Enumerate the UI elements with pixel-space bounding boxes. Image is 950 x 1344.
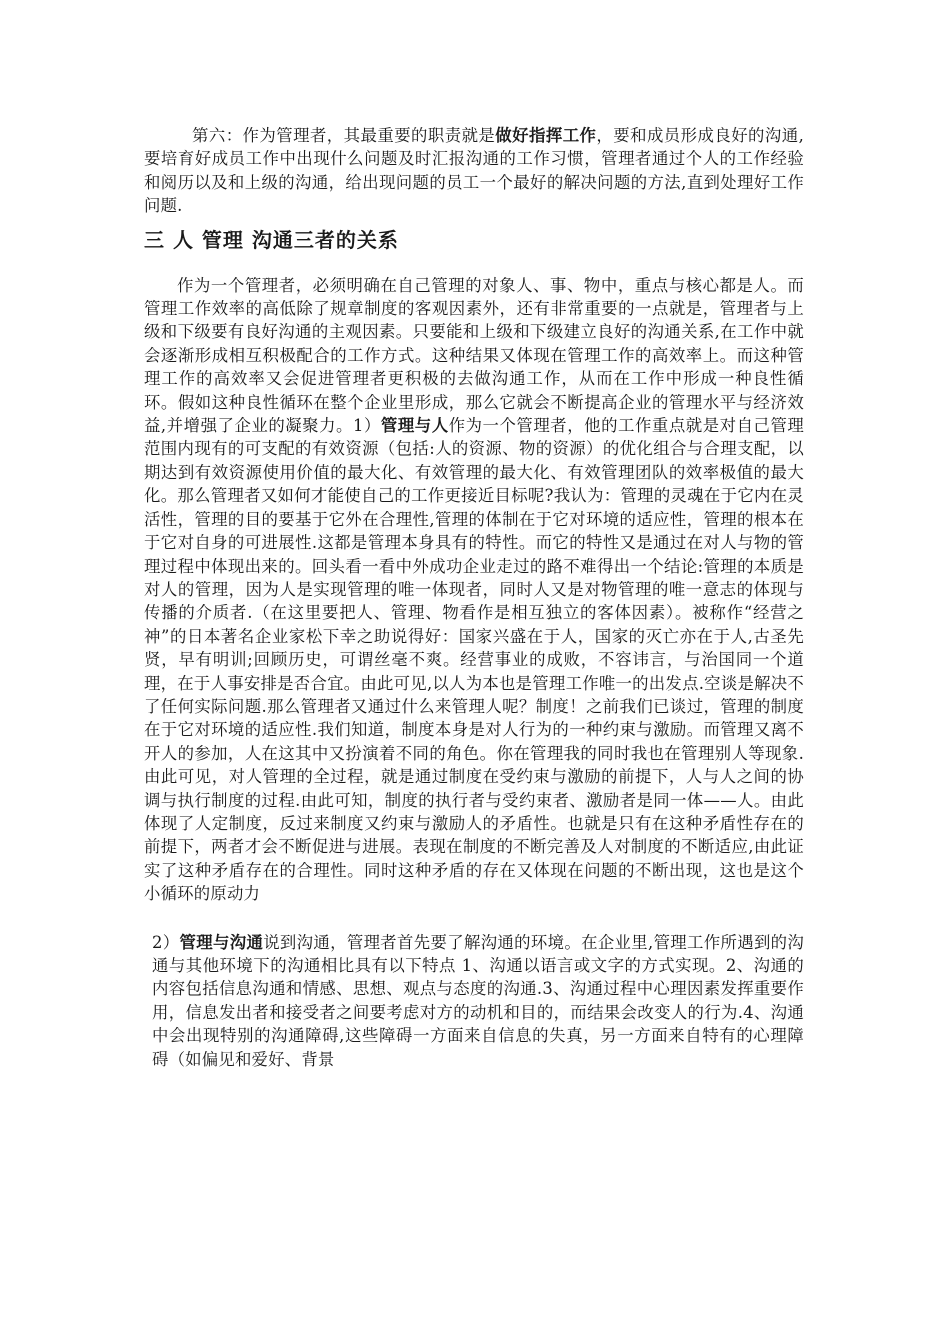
para3-text-after: 说到沟通，管理者首先要了解沟通的环境。在企业里,管理工作所遇到的沟通与其他环境下的沟通相比具有以下特点 1、沟通以语言或文字的方式实现。2、沟通的内容包括信息沟通和情感、思想、观点与态度的沟通.3、沟通过程中心理因素发挥重要作用，信息发出者和接受者之间要考虑对方的动机和目的，而结果会改变人的行为.4、沟通中会出现特别的沟通障碍,这些障碍一方面来自信息的失真，另一方面来自特有的心理障碍（如偏见和爱好、背景: [152, 932, 805, 1069]
para3-text-before: 2）: [152, 932, 180, 952]
para2-text-after: 作为一个管理者，他的工作重点就是对自己管理范围内现有的可支配的有效资源（包括:人的资源、物的资源）的优化组合与合理支配，以期达到有效资源使用价值的最大化、有效管理的最大化、有效管理团队的效率极值的最大化。那么管理者又如何才能使自己的工作更接近目标呢?我认为：管理的灵魂在于它内在灵活性，管理的目的要基于它外在合理性,管理的体制在于它对环境的适应性，管理的根本在于它对自身的可进展性.这都是管理本身具有的特性。而它的特性又是通过在对人与物的管理过程中体现出来的。回头看一看中外成功企业走过的路不难得出一个结论:管理的本质是对人的管理，因为人是实现管理的唯一体现者，同时人又是对物管理的唯一意志的体现与传播的介质者.（在这里要把人、管理、物看作是相互独立的客体因素）。被称作“经营之神”的日本著名企业家松下幸之助说得好：国家兴盛在于人，国家的灭亡亦在于人,古圣先贤，早有明训;回顾历史，可谓丝毫不爽。经营事业的成败，不容讳言，与治国同一个道理，在于人事安排是否合宜。由此可见,以人为本也是管理工作唯一的出发点.空谈是解决不了任何实际问题.那么管理者又通过什么来管理人呢？制度！之前我们已谈过，管理的制度在于它对环境的适应性.我们知道，制度本身是对人行为的一种约束与激励。而管理又离不开人的参加，人在这其中又扮演着不同的角色。你在管理我的同时我也在管理别人等现象.由此可见，对人管理的全过程，就是通过制度在受约束与激励的前提下，人与人之间的协调与执行制度的过程.由此可知，制度的执行者与受约束者、激励者是同一体——人。由此体现了人定制度，反过来制度又约束与激励人的矛盾性。也就是只有在这种矛盾性存在的前提下，两者才会不断促进与进展。表现在制度的不断完善及人对制度的不断适应,由此证实了这种矛盾存在的合理性。同时这种矛盾的存在又体现在问题的不断出现，这也是这个小循环的原动力: [144, 416, 804, 904]
section-heading: 三 人 管理 沟通三者的关系: [144, 227, 399, 252]
para3-bold-phrase: 管理与沟通: [179, 932, 264, 952]
para1-bold-phrase: 做好指挥工作: [495, 126, 597, 145]
para2-bold-phrase: 管理与人: [380, 416, 449, 436]
para1-text-before: 第六：作为管理者，其最重要的职责就是: [192, 126, 496, 145]
document-page: [144, 124, 804, 1071]
spacer: [144, 906, 804, 931]
spacer: [144, 256, 804, 274]
paragraph-management-and-communication: [144, 931, 804, 1071]
paragraph-management-and-people: [144, 274, 804, 906]
para1-text-after: ，要和成员形成良好的沟通,要培育好成员工作中出现什么问题及时汇报沟通的工作习惯，管理者通过个人的工作经验和阅历以及和上级的沟通，给出现问题的员工一个最好的解决问题的方法,直到处理好工作问题.: [144, 126, 805, 216]
para2-text-before: 作为一个管理者，必须明确在自己管理的对象人、事、物中，重点与核心都是人。而管理工作效率的高低除了规章制度的客观因素外，还有非常重要的一点就是，管理者与上级和下级要有良好沟通的主观因素。只要能和上级和下级建立良好的沟通关系,在工作中就会逐渐形成相互积极配合的工作方式。这种结果又体现在管理工作的高效率上。而这种管理工作的高效率又会促进管理者更积极的去做沟通工作，从而在工作中形成一种良性循环。假如这种良性循环在整个企业里形成，那么它就会不断提高企业的管理水平与经济效益,并增强了企业的凝聚力。1）: [144, 275, 804, 436]
paragraph-duty-six: [144, 124, 804, 218]
